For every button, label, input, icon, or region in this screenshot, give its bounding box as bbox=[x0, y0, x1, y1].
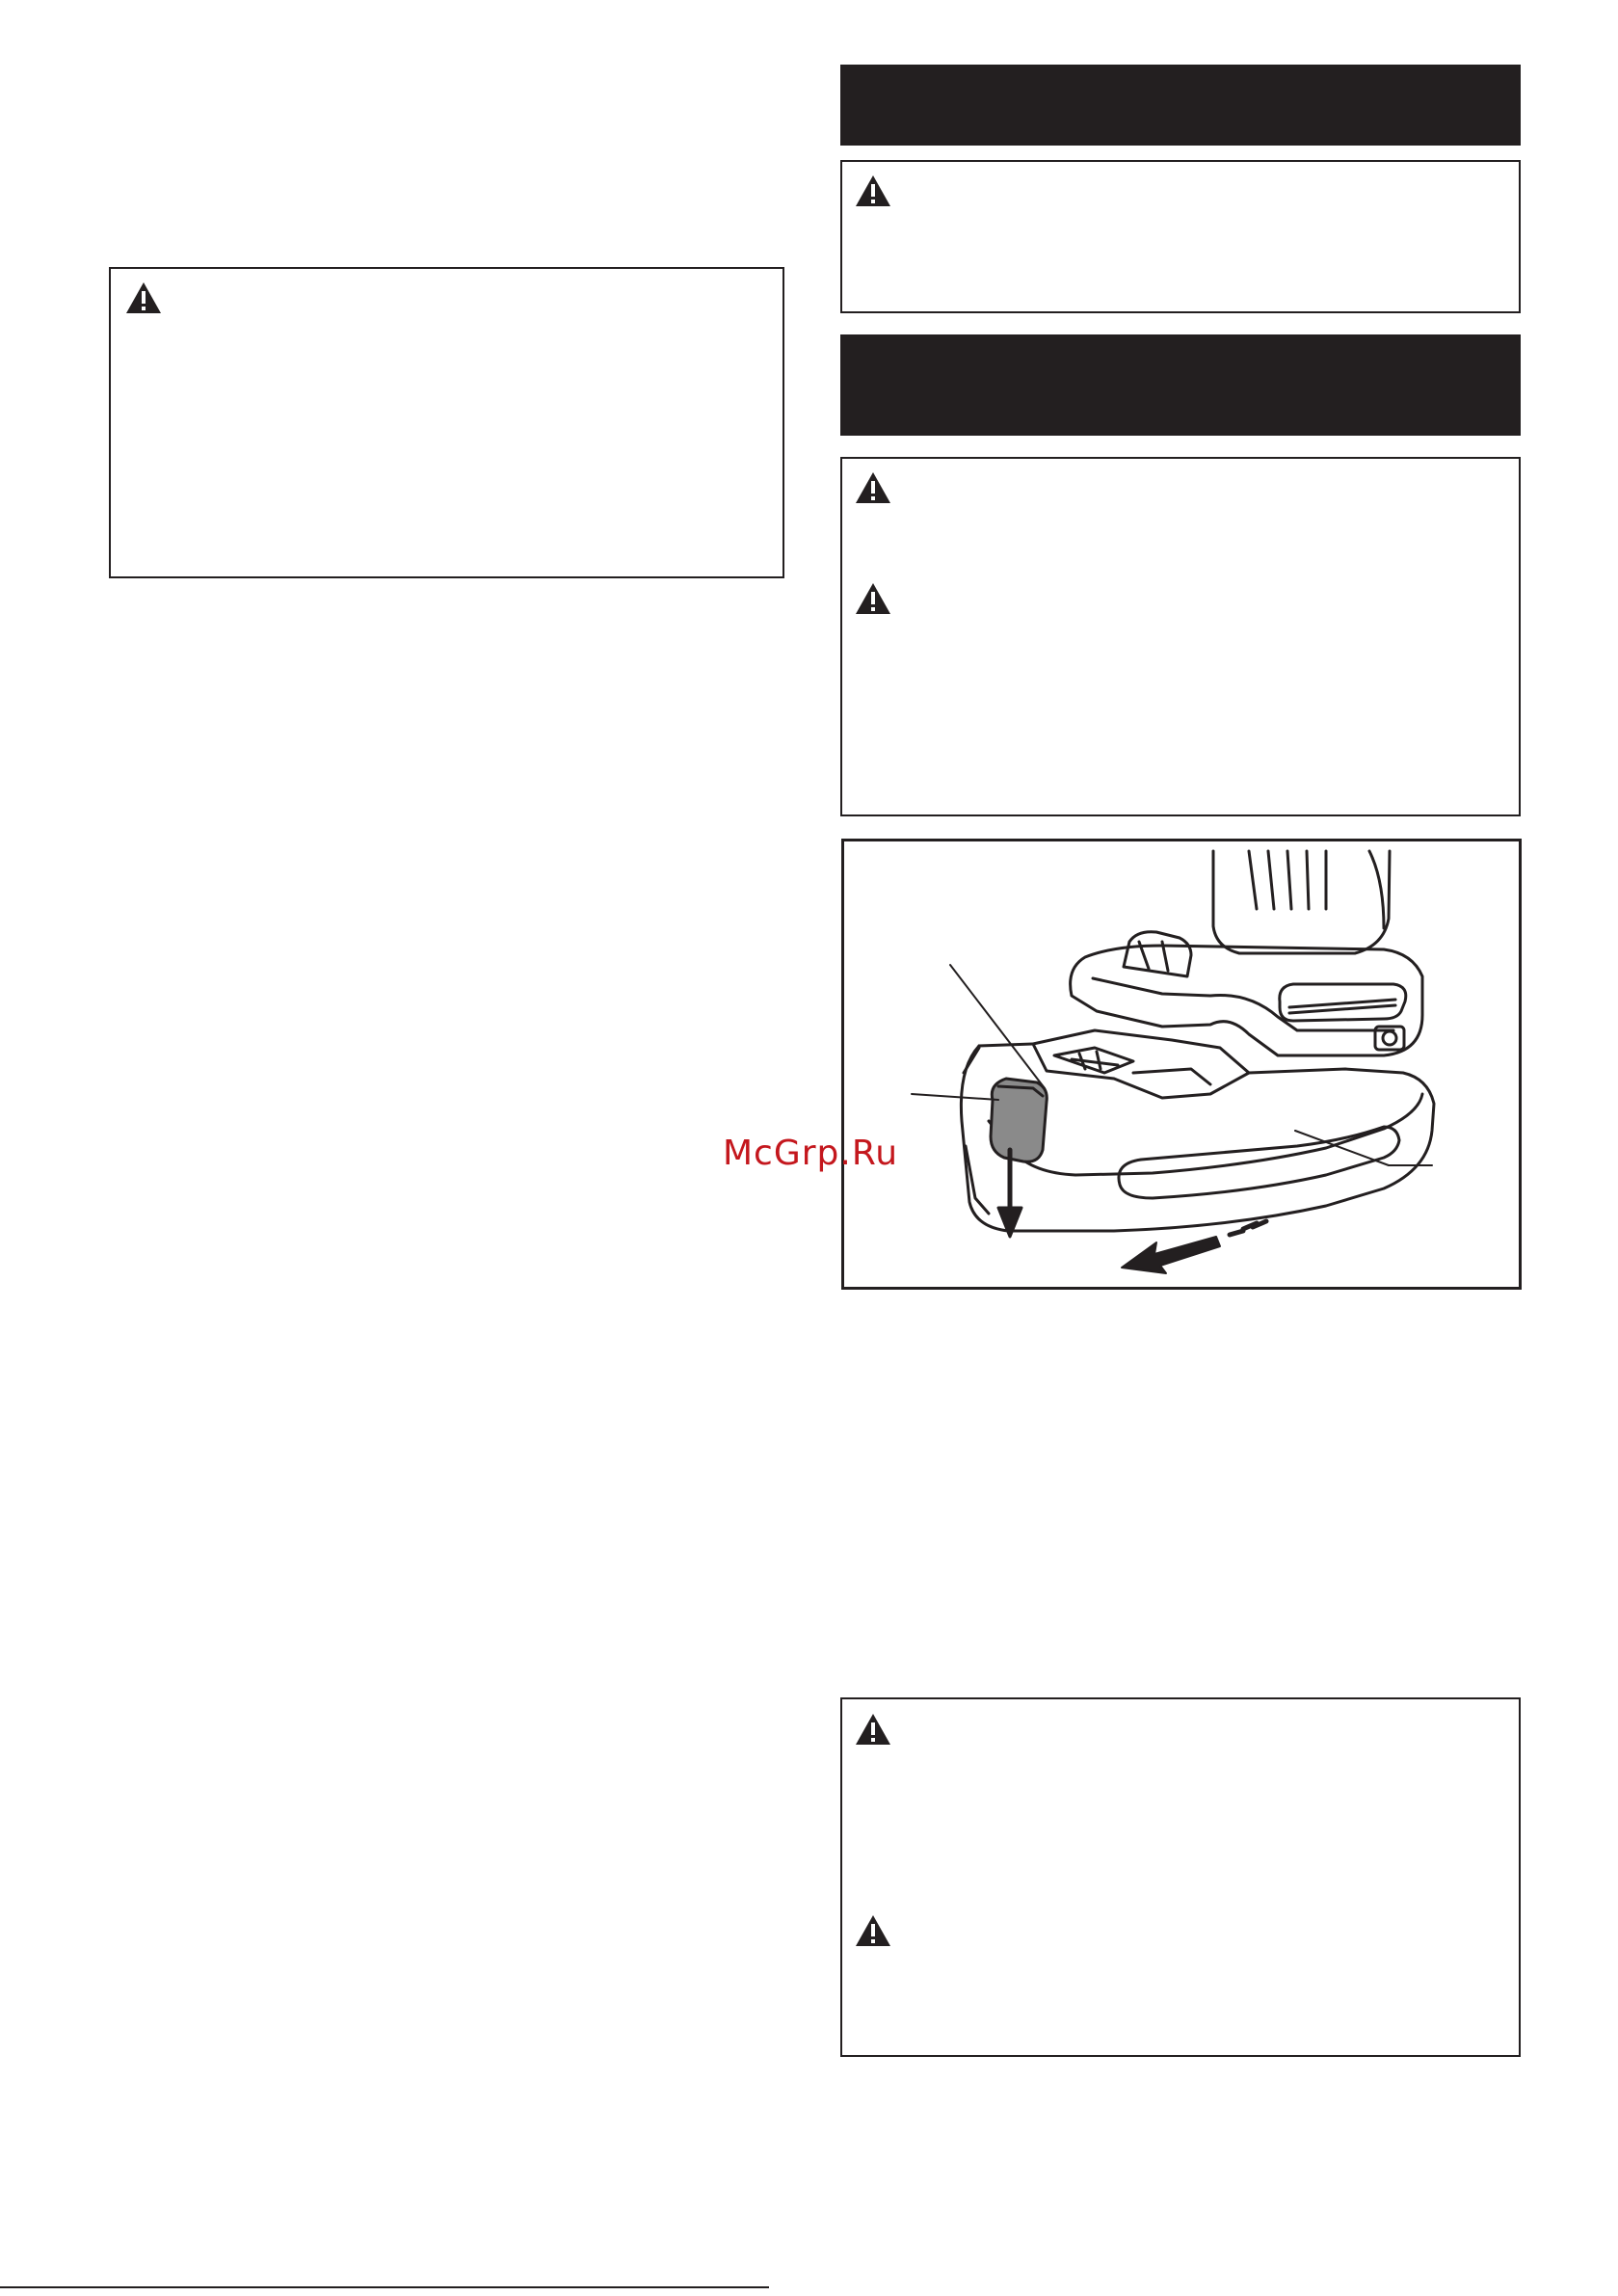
warning-triangle-icon bbox=[854, 1712, 892, 1747]
warning-triangle-icon bbox=[854, 1913, 892, 1948]
battery-tool-illustration bbox=[844, 841, 1519, 1287]
warning-box-right-2 bbox=[840, 457, 1521, 816]
warning-triangle-icon bbox=[124, 280, 163, 315]
battery-removal-figure bbox=[841, 839, 1522, 1290]
warning-box-left bbox=[109, 267, 784, 578]
warning-box-right-1 bbox=[840, 160, 1521, 313]
footer-rule bbox=[0, 2286, 769, 2288]
warning-triangle-icon bbox=[854, 470, 892, 505]
section-header-bar-2 bbox=[840, 334, 1521, 436]
warning-triangle-icon bbox=[854, 581, 892, 616]
warning-box-right-3 bbox=[840, 1697, 1521, 2057]
section-header-bar-1 bbox=[840, 65, 1521, 146]
warning-triangle-icon bbox=[854, 174, 892, 208]
watermark-text: McGrp.Ru bbox=[723, 1134, 899, 1173]
